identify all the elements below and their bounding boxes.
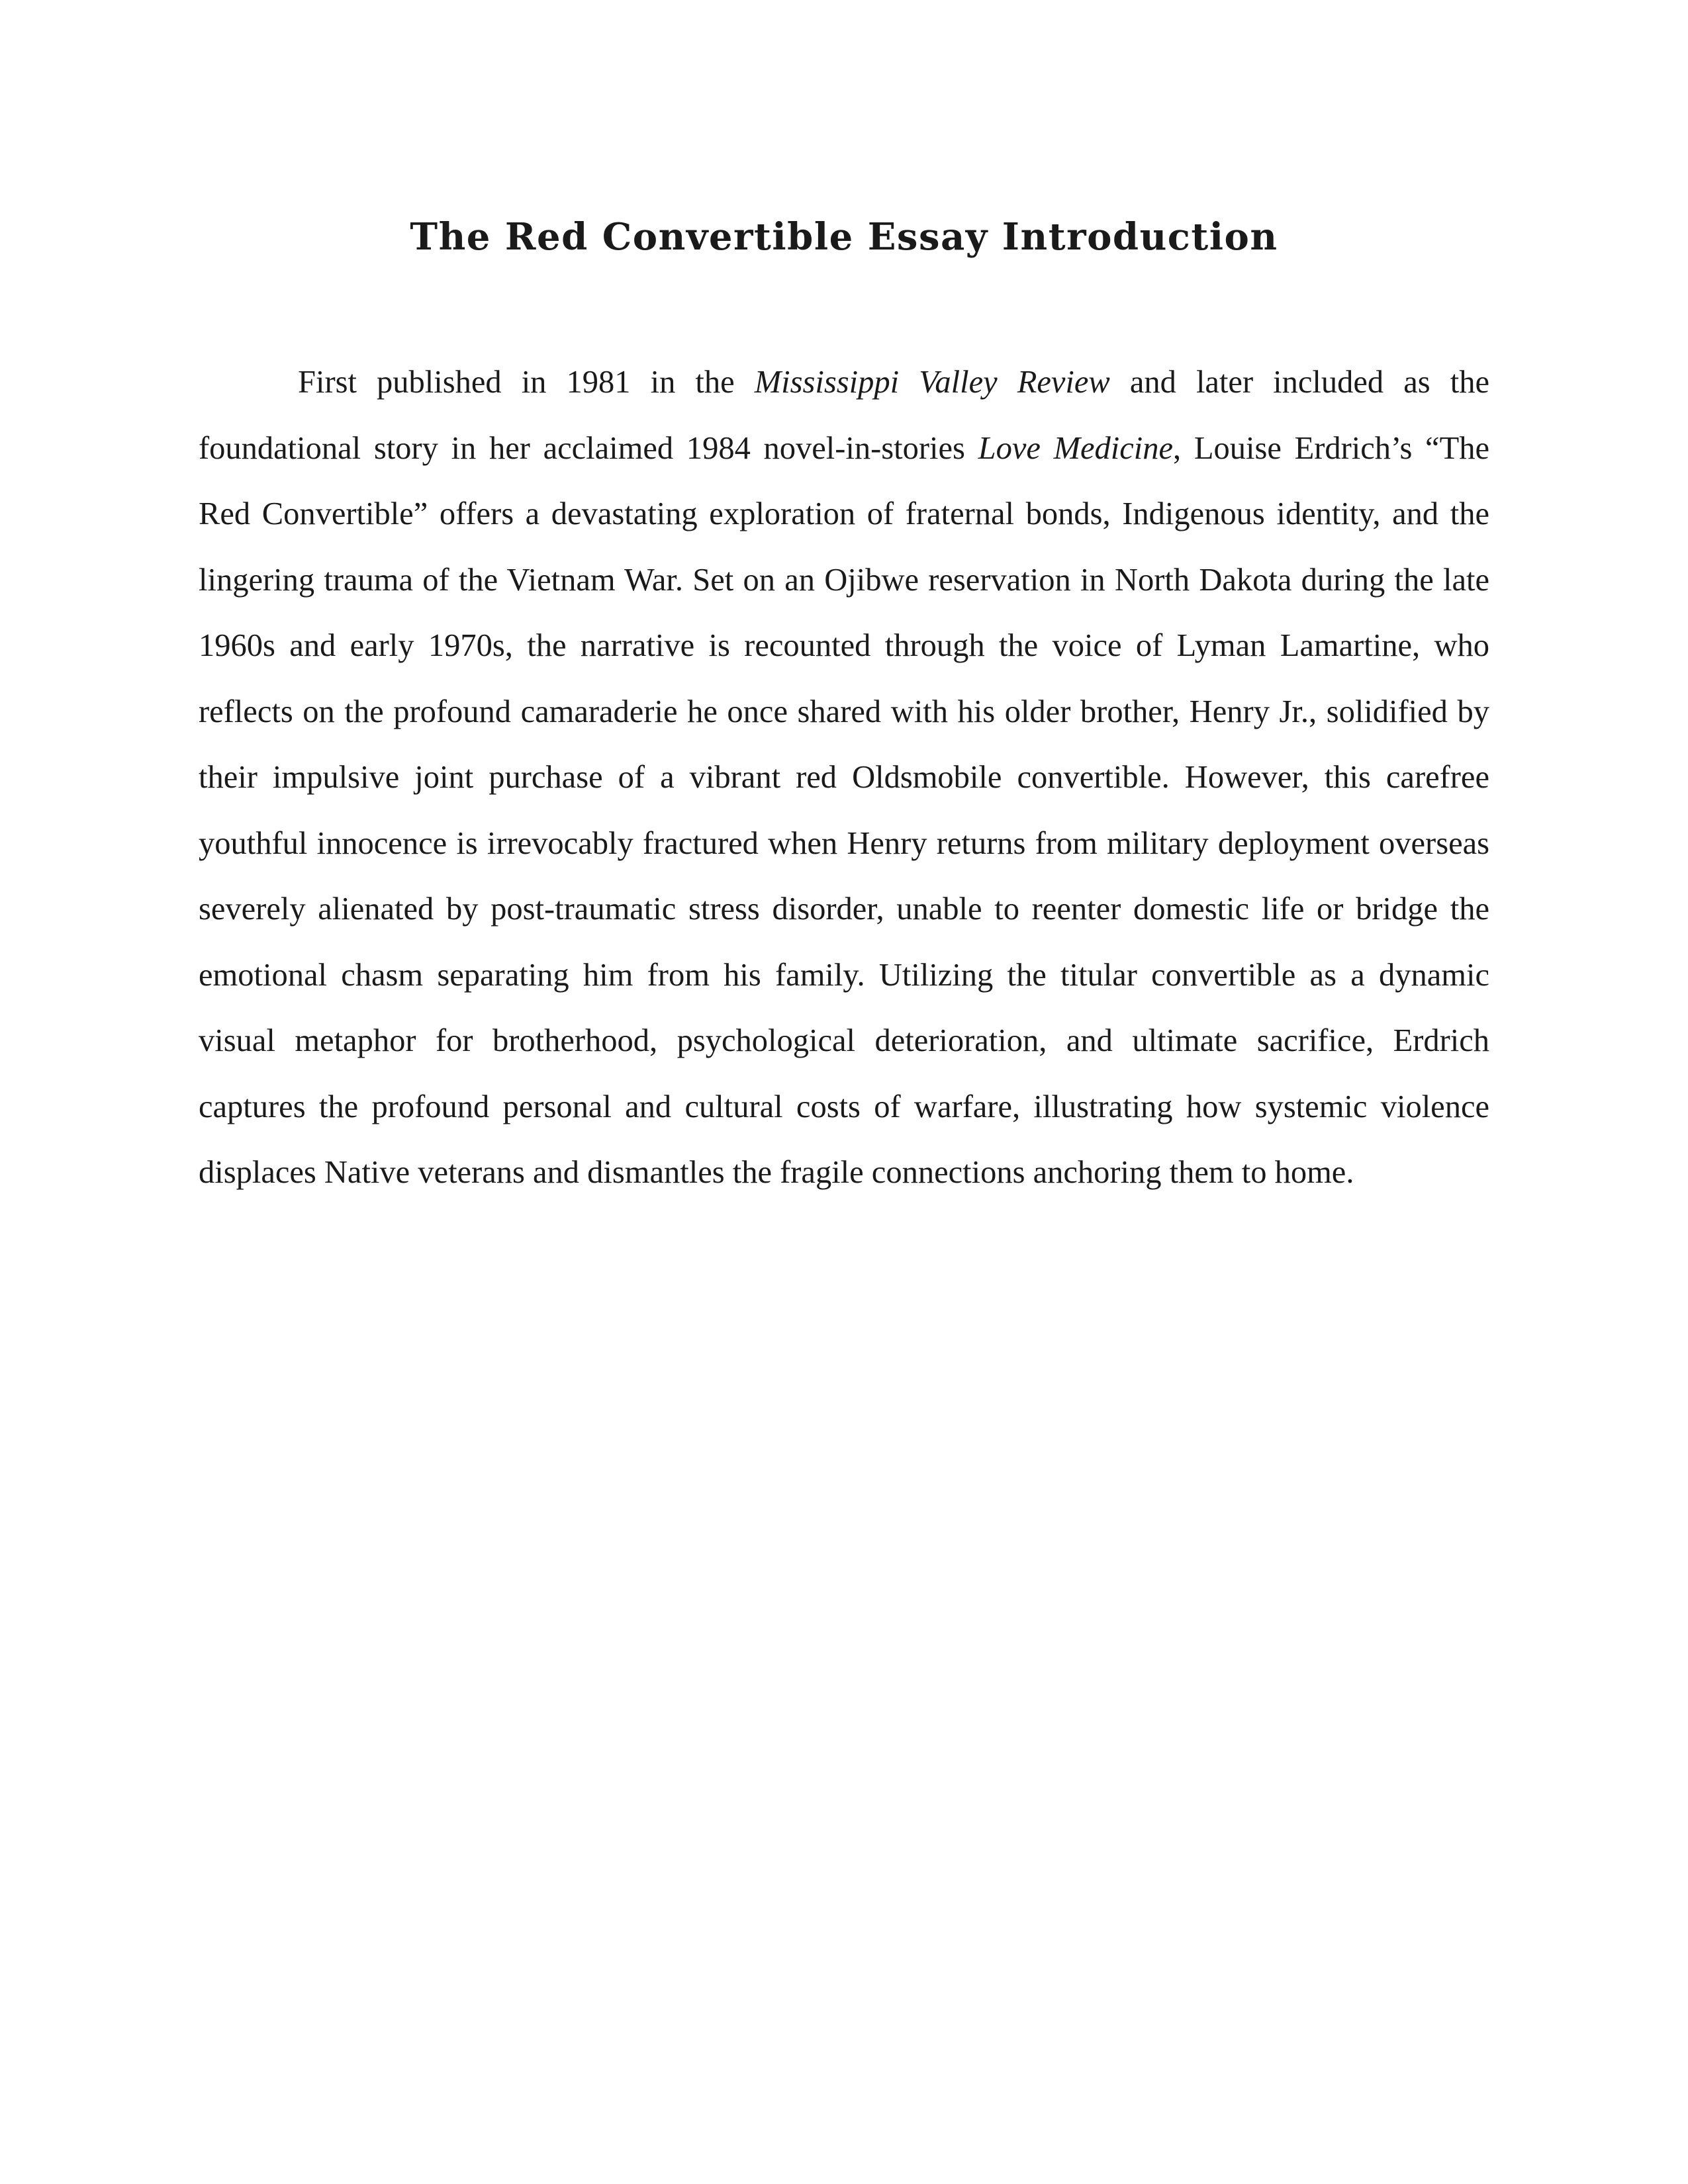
- paragraph-text-3: , Louise Erdrich’s “The Red Convertible” offers a devastating exploration of fraternal bonds, Indigenous identity, and the lingering trauma of the Vietnam War. Set on an Ojibwe reservation in North Dakota during the late 1960s and early 1970s, the narrative is recounted through the voice of Lyman Lamartine, who reflects on the profound camaraderie he once shared with his older brother, Henry Jr., solidified by their impulsive joint purchase of a vibrant red Oldsmobile convertible. However, this carefree youthful innocence is irrevocably fractured when Henry returns from military deployment overseas severely alienated by post-traumatic stress disorder, unable to reenter domestic life or bridge the emotional chasm separating him from his family. Utilizing the titular convertible as a dynamic visual metaphor for brotherhood, psychological deterioration, and ultimate sacrifice, Erdrich captures the profound personal and cultural costs of warfare, illustrating how systemic violence displaces Native veterans and dismantles the fragile connections anchoring them to home.: [199, 430, 1489, 1190]
- paragraph-text-2: and later included as the foundational story in her acclaimed 1984 novel-in-stories: [199, 365, 1489, 466]
- document-title: The Red Convertible Essay Introduction: [410, 215, 1278, 259]
- journal-title: Mississippi Valley Review: [754, 365, 1110, 400]
- intro-paragraph: [199, 349, 1489, 1206]
- paragraph-text-1: First published in 1981 in the: [298, 365, 755, 400]
- book-title: Love Medicine: [978, 430, 1174, 466]
